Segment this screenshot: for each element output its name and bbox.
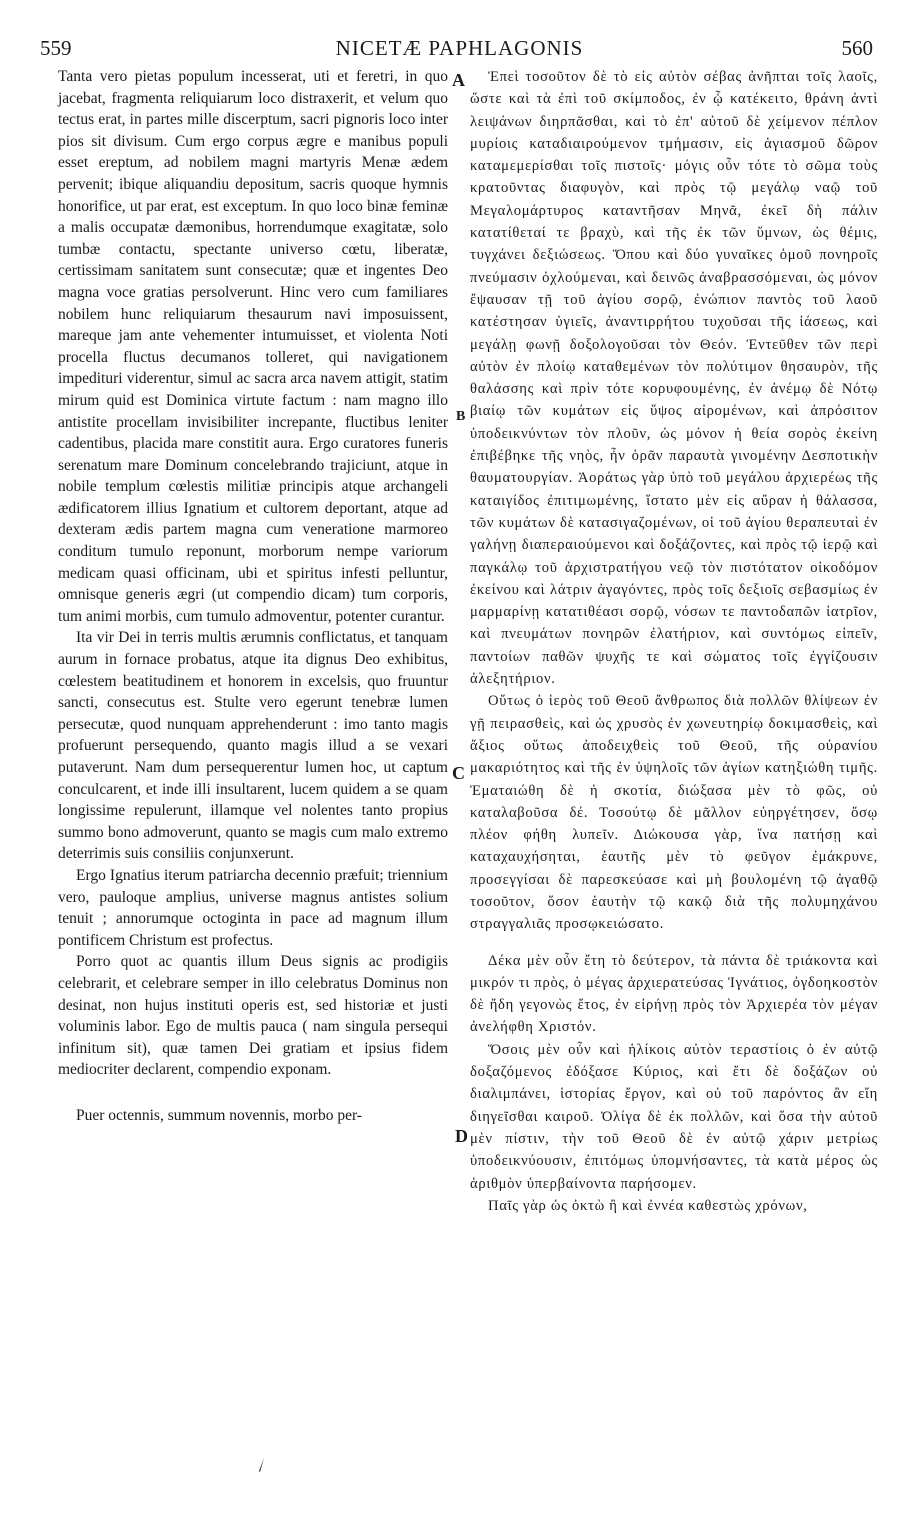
- latin-column: [58, 66, 448, 1127]
- section-marker-b: B: [456, 409, 466, 424]
- latin-paragraph: Porro quot ac quantis illum Deus signis ac prodigiis celebrarit, et celebrare semper in illo celebratus Dominus non desinat, non hujus instituti operis est, sed historiæ et justi voluminis labor. Ego de multis pauca ( nam singula persequi infinitum sit), quæ tamen Dei gratiam et ipsius fidem mediocriter declarent, compendio exponam.: [58, 953, 448, 1079]
- ink-mark: [258, 1458, 266, 1472]
- running-title: NICETÆ PAPHLAGONIS: [335, 36, 584, 60]
- section-marker-c: C: [452, 763, 465, 783]
- greek-paragraph: Ὅσοις μὲν οὖν καὶ ἡλίκοις αὐτὸν τεραστίοις ὁ ἐν αὐτῷ δοξαζόμενος ἐδόξασε Κύριος, καὶ ἔτι δὲ δοξάζων οὐ διαλιμπάνει, ἱστορίας ἔργον, καὶ οὐ τοῦ παρόντος ἂν εἴη διηγεῖσθαι καιροῦ. Ὀλίγα δὲ ἐκ πολλῶν, καὶ ὅσα τὴν αὐτοῦ μὲν πίστιν, τὴν τοῦ Θεοῦ δὲ ἐν αὐτῷ χάριν μετρίως ὑποδεικνύουσιν, ἐπιτόμως ὑπομνήσαντες, τὰ κατὰ μέρος ὡς ἀριθμὸν ὑπερβαίνοντα παρήσομεν.: [470, 1041, 878, 1192]
- page-number-left: 559: [40, 36, 72, 60]
- greek-paragraph: Παῖς γὰρ ὡς ὀκτὼ ἢ καὶ ἐννέα καθεστὼς χρόνων,: [488, 1197, 808, 1214]
- greek-paragraph: Οὕτως ὁ ἱερὸς τοῦ Θεοῦ ἄνθρωπος διὰ πολλῶν θλίψεων ἐν γῇ πειρασθεὶς, καὶ ὡς χρυσὸς ἐν χωνευτηρίῳ δοκιμασθεὶς, καὶ ἄξιος οὕτως ἀποδειχθεὶς τοῦ Θεοῦ, τῆς οὐρανίου μακαριότητος καὶ τῆς ἐν ὑψηλοῖς τῶν ἁγίων κατηξιώθη τιμῆς. Ἐματαιώθη δὲ ἡ σκοτία, διώξασα μὲν τὸ φῶς, οὐ καταλαβοῦσα δέ. Τοσούτῳ δὲ μᾶλλον εὐηργέτησεν, ὅσῳ πλέον φήθη λυπεῖν. Διώκουσα γὰρ, ἵνα πατήσῃ καὶ καταχαυχήσηται, ἑαυτῆς μὲν τὸ φεῦγον ἐμάκρυνε, προσεγγίσαι δὲ παρεσκεύασε καὶ μὴ βουλομένη τῷ ἀγαθῷ τοσοῦτον, ὅσον ἑαυτὴν τῷ κακῷ διὰ τῆς πολυμηχάνου στραγγαλιᾶς προσῳκειώσατο.: [470, 693, 878, 933]
- latin-paragraph: Tanta vero pietas populum incesserat, uti et feretri, in quo jacebat, fragmenta reliquiarum loco distraxerit, et velum quo tectus erat, in partes mille discerptum, sacri pignoris loco inter pios sit divisum. Cum ergo corpus ægre e manibus populi esset ereptum, ad nobilem magni martyris Menæ ædem pervenit; ibique aliquandiu depositum, sacris quoque hymnis honorifice, ut par erat, est exceptum. In quo loco binæ feminæ a malis occupatæ dæmonibus, horrendumque exagitatæ, solo tumbæ contactu, spectante universo cœtu, liberatæ, certissimam sanitatem sunt consecutæ; quæ et ingentes Deo magna voce gratias persolverunt. Hinc vero cum familiares nobilem hunc reliquiarum thesaurum navi imposuissent, mareque jam ante vehementer intumuisset, et violenta Noti procella fluctus decumanos tolleret, qui navigationem impedituri viderentur, simul ac sacra arca navem attigit, statim mirum quid est Dominica virtute factum : nam magno illo antistite procellam invisibiliter increpante, fluctibus leniter cadentibus, placida mare constitit aura. Ergo curatores funeris serenatum mare Dominum concelebrando trajiciunt, atque in nobile templum cœlestis militiæ principis atque archangeli ædificatorem illius Ignatium et cultorem deportant, atque ad dexteram ædis partem magna cum veneratione marmoreo conditum tumulo reponunt, morborum nempe variorum medicam quasi officinam, ubi et spiritus infesti pelluntur, omnisque generis ægri (ut compendio dicam) tum corporis, tum animi morbis, cum tumulo admoventur, potenter curantur.: [58, 68, 448, 625]
- section-marker-a: A: [452, 70, 465, 90]
- latin-paragraph: Ergo Ignatius iterum patriarcha decennio præfuit; triennium vero, pauloque amplius, universe magnus antistes solium tenuit ; annorumque octoginta in pace ad magnum illum pontificem Christum est profectus.: [58, 866, 448, 949]
- greek-paragraph: Ἐπεὶ τοσοῦτον δὲ τὸ εἰς αὐτὸν σέβας ἀνῆπται τοῖς λαοῖς, ὥστε καὶ τὰ ἐπὶ τοῦ σκίμποδος, ἐν ᾧ κατέκειτο, θράνη ἀντὶ λειψάνων διηρπᾶσθαι, καὶ τὸ ἐπ' αὐτοῦ δὲ χείμενον πέπλον μυρίοις καταδιαιρούμενον τμήμασιν, εἰς ἁγιασμοῦ δῶρον καταμεμερίσθαι τοῖς πιστοῖς· μόγις οὖν τότε τὸ σῶμα τοὺς κρατοῦντας διαφυγὸν, καὶ πρὸς τῷ μεγάλῳ ναῷ τοῦ Μεγαλομάρτυρος καταντῆσαν Μηνᾶ, ἐκεῖ δὴ πάλιν κατατίθεταί τε βραχὺ, καὶ τῆς ἐκ τῶν ὕμνων, ὡς θέμις, τυγχάνει δεξιώσεως. Ὅπου καὶ δύο γυναῖκες ὁμοῦ πονηροῖς πνεύμασιν ὀχλούμεναι, καὶ δεινῶς ἀναβρασσόμεναι, ὡς μόνον ἔψαυσαν τῇ τοῦ ἁγίου σορῷ, ἐνώπιον παντὸς τοῦ λαοῦ κατέστησαν ὑγιεῖς, ἀναντιρρήτου τυχοῦσαι τῆς ἰάσεως, καὶ μεγάλῃ φωνῇ δοξολογοῦσαι τὸν Θεόν. Ἐντεῦθεν τῶν περὶ αὐτὸν ἐν πλοίῳ καταθεμένων τὸν πολύτιμον θησαυρὸν, τῆς θαλάσσης καὶ πρὶν τότε κορυφουμένης, ἐν ἀνέμῳ δὲ Νότῳ βιαίῳ τῶν κυμάτων εἰς ὕψος αἰρομένων, καὶ ἀπρόσιτον ὑποδεικνύντων τὸν πλοῦν, ὡς μόνον ἡ θεία σορὸς ἐκείνη ἐπιβέβηκε τῆς νηὸς, ἦν ὁρᾶν παραυτὰ γινομένην Δεσποτικὴν θαυματουργίαν. Ἀοράτως γὰρ ὑπὸ τοῦ μεγάλου ἀρχιερέως τῆς καταιγίδος ἐπιτιμωμένης, ἵστατο μὲν εἰς αὔραν ἡ θάλασσα, τῶν κυμάτων δὲ κατασιγαζομένων, οἱ τοῦ ἁγίου θεραπευταὶ ἐν γαλήνῃ διαπεραιούμενοι καὶ δοξάζοντες, καὶ πρὸς τῷ ἱερῷ καὶ παγκάλῳ τοῦ ἀρχιστρατήγου νεῷ τὸν πιστότατον οἰκοδόμον ἐκείνου καὶ λάτριν ἀγαγόντες, πρὸς τοῖς δεξιοῖς σεβασμίως ἐν μαρμαρίνῃ κατατιθέασι σορῷ, νόσων τε παντοδαπῶν ἰατρῖον, καὶ πνευμάτων πονηρῶν ἐλατήριον, καὶ συντόμως εἰπεῖν, παντοίων παθῶν ψυχῆς τε καὶ σώματος τοῖς ἐγγίζουσιν ἀλεξητήριον.: [470, 69, 878, 688]
- page-header: [0, 36, 919, 68]
- section-marker-d: D: [455, 1126, 468, 1146]
- latin-paragraph: Ita vir Dei in terris multis ærumnis conflictatus, et tanquam aurum in fornace probatus, atque ita dignus Deo exhibitus, cœlestem beatitudinem et honorem in excelsis, quo fruuntur sancti, consecutus est. Stulte vero egerunt tenebræ lumen persecutæ, quod nunquam apprehenderunt : imo tanto magis profuerunt persequendo, quanto magis illud a se vexari putaverunt. Nam dum persequerentur lumen hoc, ut captum conculcarent, et inde illi insultarent, lucem quidem a se quam longissime repulerunt, illamque vel nolentes tanto propius summo bono admoverunt, quanto se magis cum malo extremo deterrimis suis consiliis conjunxerunt.: [58, 629, 448, 863]
- greek-column: [470, 66, 878, 1217]
- latin-paragraph: Puer octennis, summum novennis, morbo per-: [76, 1106, 362, 1124]
- page-number-right: 560: [841, 36, 873, 60]
- greek-paragraph: Δέκα μὲν οὖν ἔτη τὸ δεύτερον, τὰ πάντα δὲ τριάκοντα καὶ μικρόν τι πρὸς, ὁ μέγας ἀρχιερατεύσας Ἰγνάτιος, ὀγδοηκοστὸν δὲ ἤδη γεγονὼς ἔτος, ἐν εἰρήνῃ πρὸς τὸν Ἀρχιερέα τὸν μέγαν ἀνελήφθη Χριστόν.: [470, 952, 878, 1036]
